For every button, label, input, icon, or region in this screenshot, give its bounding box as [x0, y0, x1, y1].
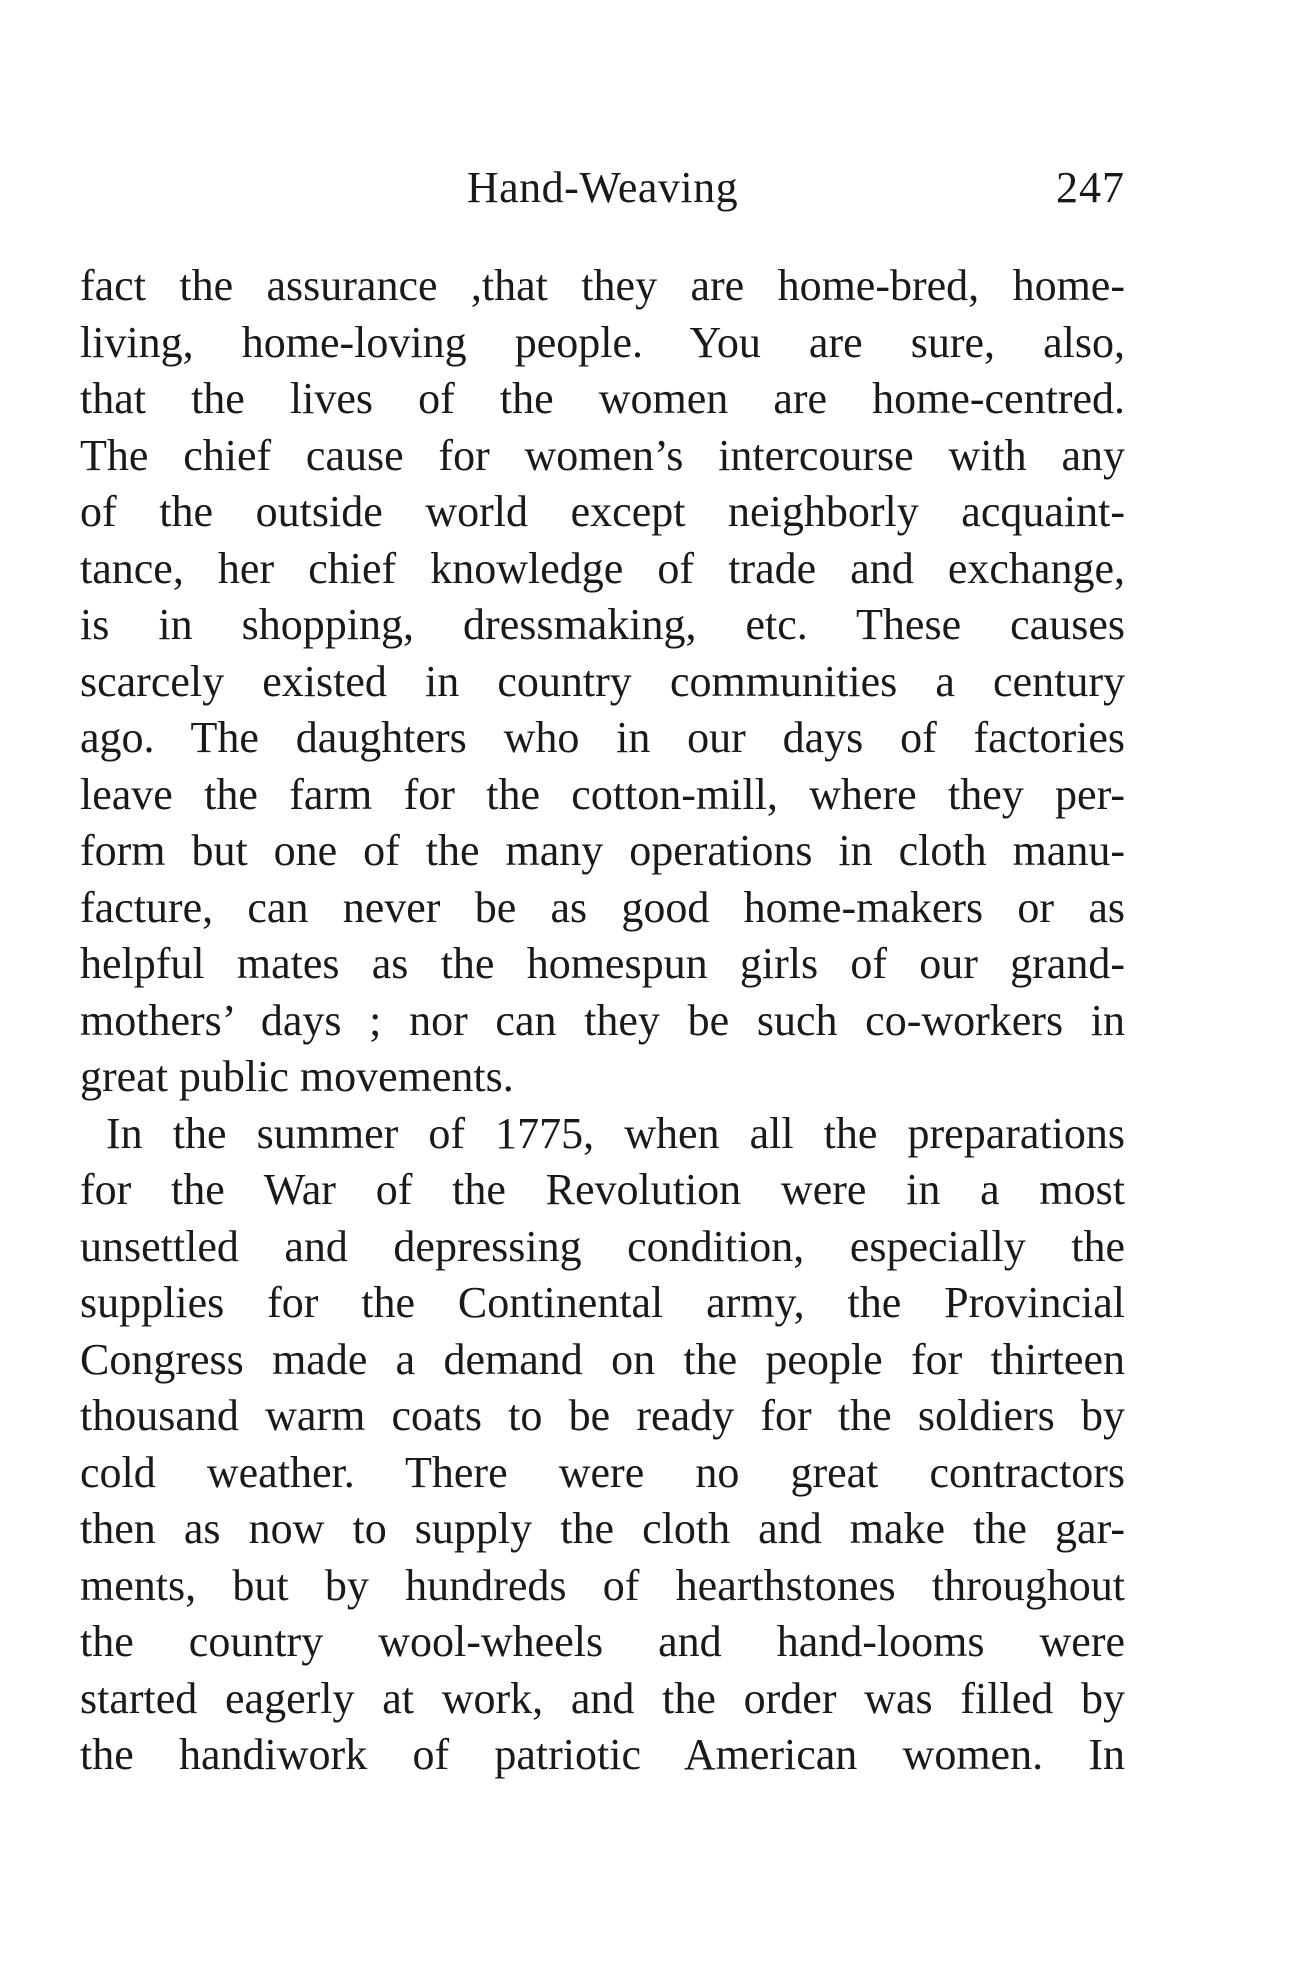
running-head [80, 158, 1125, 218]
text-line: the country wool-wheels and hand-looms were [80, 1617, 1125, 1666]
text-line: scarcely existed in country communities a century [80, 656, 1125, 706]
text-line: The chief cause for women’s intercourse with any [80, 430, 1125, 480]
text-line: form but one of the many operations in cloth manu- [80, 826, 1125, 875]
text-line: then as now to supply the cloth and make the gar- [80, 1504, 1125, 1553]
text-line: living, home-loving people. You are sure, also, [80, 317, 1125, 367]
text-line: fact the assurance ,that they are home-bred, home- [80, 261, 1125, 310]
text-line: for the War of the Revolution were in a most [80, 1165, 1125, 1214]
text-line: Congress made a demand on the people for thirteen [80, 1334, 1125, 1384]
text-line: is in shopping, dressmaking, etc. These causes [80, 600, 1125, 649]
text-line: started eagerly at work, and the order was filled by [80, 1673, 1125, 1723]
text-line: the handiwork of patriotic American women. In [80, 1730, 1125, 1779]
text-line: facture, can never be as good home-makers or as [80, 882, 1125, 932]
text-line: tance, her chief knowledge of trade and exchange, [80, 543, 1125, 593]
running-title: Hand-Weaving [466, 163, 739, 212]
paragraph-end-line: great public movements. [80, 1052, 514, 1101]
text-line: leave the farm for the cotton-mill, where they per- [80, 769, 1125, 819]
text-line: that the lives of the women are home-centred. [80, 374, 1125, 423]
text-line: mothers’ days ; nor can they be such co-workers in [80, 995, 1125, 1045]
text-line: ments, but by hundreds of hearthstones throughout [80, 1560, 1125, 1610]
page-number: 247 [1056, 163, 1125, 212]
text-line: of the outside world except neighborly acquaint- [80, 487, 1125, 536]
text-line: ago. The daughters who in our days of factories [80, 713, 1125, 762]
text-line: unsettled and depressing condition, especially the [80, 1221, 1125, 1271]
paragraph-start-line: In the summer of 1775, when all the preparations [106, 1108, 1125, 1158]
text-line: helpful mates as the homespun girls of our grand- [80, 939, 1125, 988]
text-line: supplies for the Continental army, the Provincial [80, 1278, 1125, 1327]
text-line: thousand warm coats to be ready for the soldiers by [80, 1391, 1125, 1440]
body-text [80, 258, 1125, 1784]
text-line: cold weather. There were no great contractors [80, 1447, 1125, 1497]
